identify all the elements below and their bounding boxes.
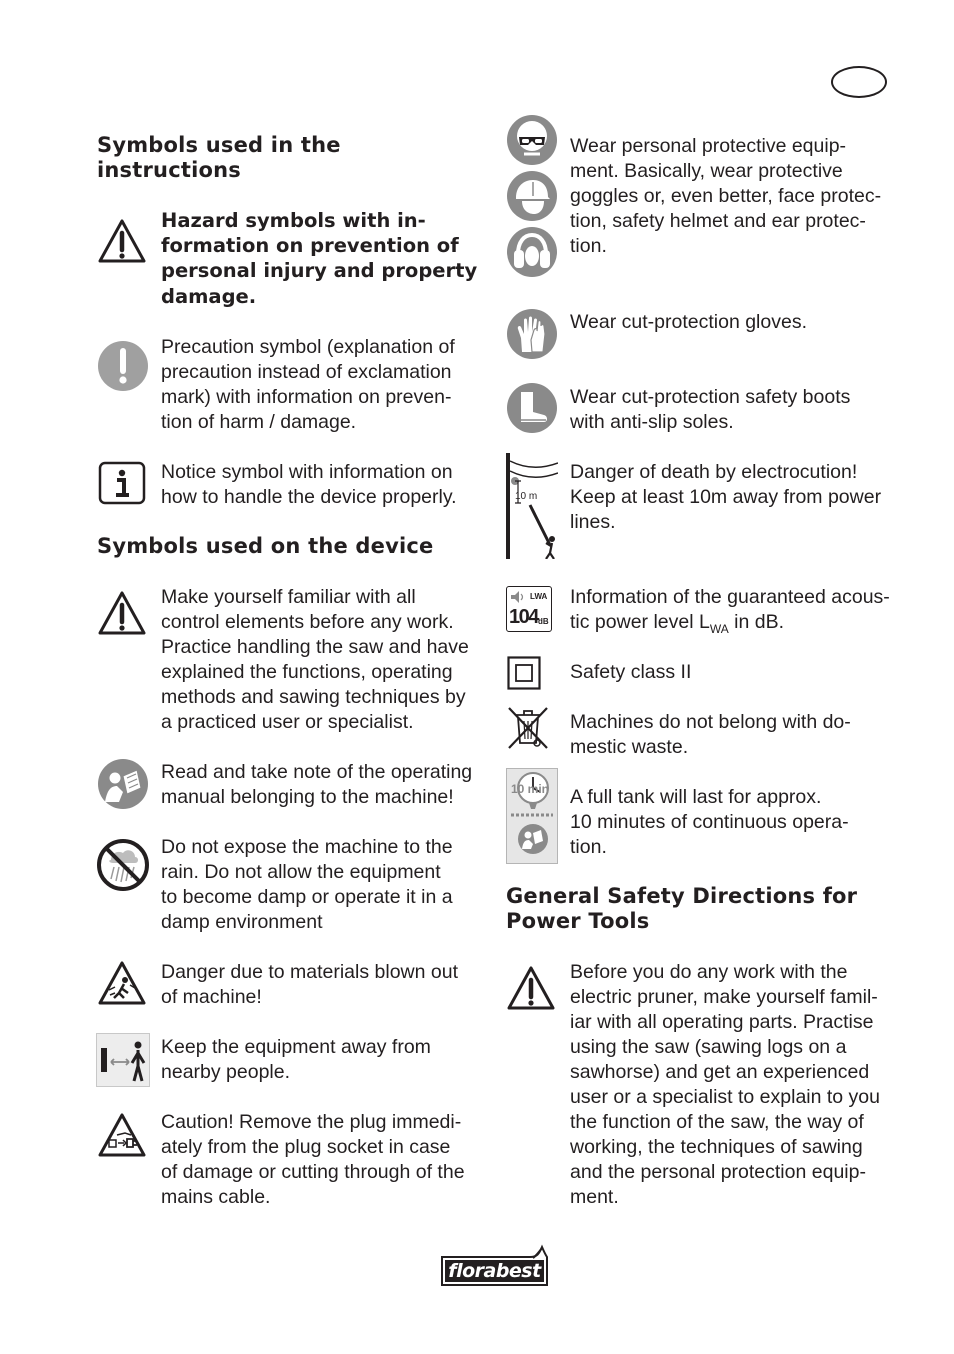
read-manual-icon [97, 758, 149, 810]
exclamation-circle-icon [97, 340, 149, 392]
warning-triangle-icon [97, 218, 147, 264]
tank-duration-icon [506, 768, 558, 864]
electrocution-description: Danger of death by electrocution! Keep at least 10m away from power lines. [570, 461, 882, 533]
sound-level-value: 104 [509, 606, 538, 628]
hazard-description: Hazard symbols with in- formation on prevention of personal injury and property damage. [161, 209, 478, 308]
helmet-icon [506, 170, 558, 222]
boots-icon [506, 382, 558, 434]
familiar-description: Make yourself familiar with all control elements before any work. Practice handling the saw and have explained the functions, operating methods and sawing techniques by a practiced user or specialist. [161, 586, 469, 733]
power-line-icon [506, 453, 558, 559]
crossed-bin-icon [505, 705, 551, 751]
acoustic-description [570, 585, 900, 642]
keep-distance-icon [96, 1033, 150, 1087]
general-safety-description: Before you do any work with the electric pruner, make yourself famil- iar with all operating parts. Practise using the saw (sawing logs on a sawhorse) and get an experienced user or a specialist to explain to you the function of the saw, the way of working, the techniques of sawing and the personal protection equip- ment. [570, 961, 881, 1208]
ppe-description: Wear personal protective equip- ment. Basically, wear protective goggles or, even better, face protec- tion, safety helmet and ear protec- tion. [570, 135, 882, 257]
unplug-warning-icon [97, 1112, 147, 1158]
waste-description: Machines do not belong with do- mestic waste. [570, 711, 851, 758]
power-line-distance-label: 10 m [515, 491, 538, 502]
goggles-icon [506, 114, 558, 166]
acoustic-subscript: WA [709, 621, 729, 636]
info-icon [98, 461, 146, 505]
ear-protection-icon [506, 226, 558, 278]
heading-general-safety: General Safety Directions for Power Tools [506, 884, 858, 933]
blown-material-icon [97, 960, 147, 1006]
heading-symbols-device: Symbols used on the device [97, 534, 434, 558]
gloves-icon [506, 308, 558, 360]
notice-description: Notice symbol with information on how to handle the device properly. [161, 461, 457, 508]
logo-text: florabest [448, 1260, 541, 1282]
gloves-description: Wear cut-protection gloves. [570, 311, 807, 333]
acoustic-text-1: Information of the guaranteed acous- tic power level L [570, 586, 890, 633]
safety-class-ii-icon [507, 656, 541, 690]
blown-description: Danger due to materials blown out of machine! [161, 961, 459, 1008]
plug-description: Caution! Remove the plug immedi- ately from the plug socket in case of damage or cutting through of the mains cable. [161, 1111, 465, 1208]
boots-description: Wear cut-protection safety boots with anti-slip soles. [570, 386, 851, 433]
safety-class-description: Safety class II [570, 661, 692, 683]
lwa-label: LWA [530, 592, 548, 601]
florabest-logo [438, 1244, 551, 1288]
sound-level-unit: dB [538, 617, 549, 626]
warning-triangle-icon [506, 965, 556, 1011]
acoustic-text-2: in dB. [728, 611, 785, 633]
tank-description: A full tank will last for approx. 10 minutes of continuous opera- tion. [570, 786, 849, 858]
heading-symbols-instructions: Symbols used in the instructions [97, 133, 341, 182]
warning-triangle-icon [97, 590, 147, 636]
precaution-description: Precaution symbol (explanation of precaution instead of exclamation mark) with information on preven- tion of harm / damage. [161, 336, 455, 433]
read-manual-description: Read and take note of the operating manual belonging to the machine! [161, 761, 473, 808]
sound-level-icon [506, 586, 552, 632]
rain-description: Do not expose the machine to the rain. Do not allow the equipment to become damp or operate it in a damp environment [161, 836, 453, 933]
away-description: Keep the equipment away from nearby people. [161, 1036, 431, 1083]
no-rain-icon [96, 838, 150, 892]
tank-duration-label: 10 min [511, 782, 550, 796]
language-badge [831, 66, 887, 98]
